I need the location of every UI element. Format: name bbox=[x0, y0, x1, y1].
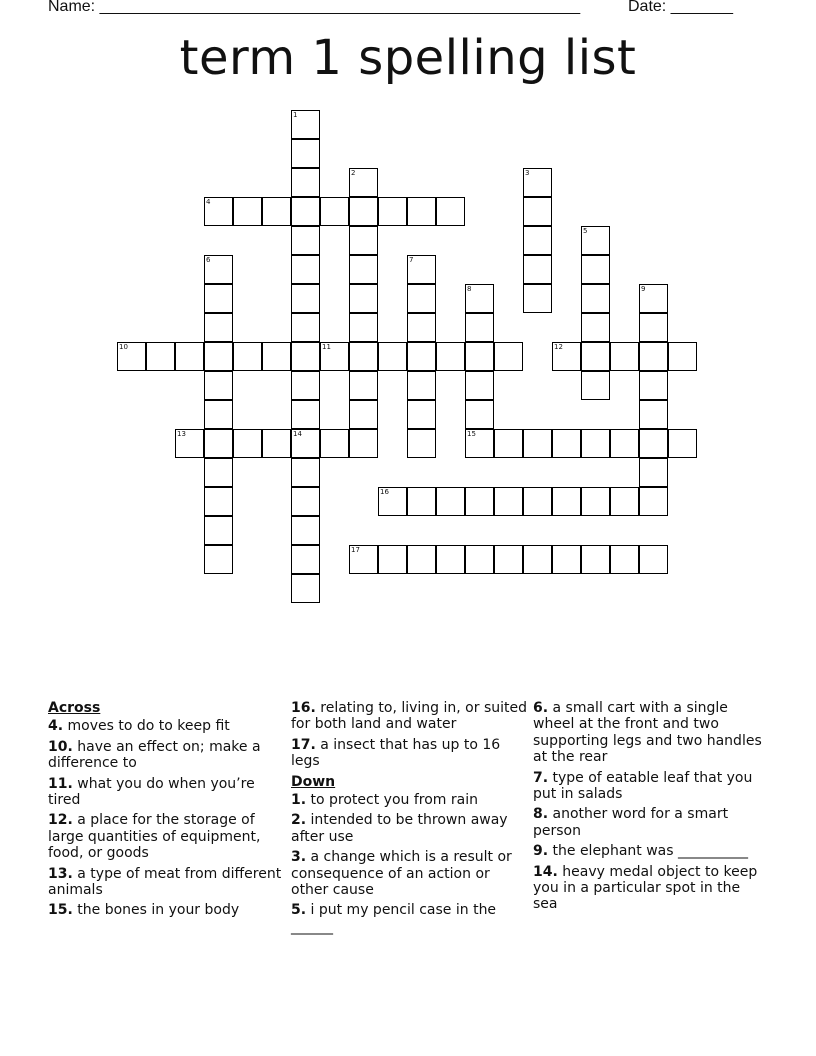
grid-cell[interactable] bbox=[291, 371, 320, 400]
grid-cell[interactable] bbox=[523, 168, 552, 197]
across-heading: Across bbox=[48, 700, 101, 716]
grid-cell[interactable] bbox=[610, 342, 639, 371]
down-heading: Down bbox=[291, 773, 336, 790]
grid-cell[interactable] bbox=[407, 342, 436, 371]
clue-across-13: 13. a type of meat from different animals bbox=[48, 865, 282, 899]
date-blank: _______ bbox=[670, 0, 733, 15]
grid-cell[interactable] bbox=[291, 429, 320, 458]
grid-cell[interactable] bbox=[639, 313, 668, 342]
clue-down-14: 14. heavy medal object to keep you in a particular spot in the sea bbox=[533, 863, 758, 913]
grid-cell[interactable] bbox=[465, 371, 494, 400]
grid-cell[interactable] bbox=[407, 545, 436, 574]
grid-cell[interactable] bbox=[639, 487, 668, 516]
grid-cell[interactable] bbox=[465, 545, 494, 574]
clue-number: 2 bbox=[351, 169, 356, 177]
grid-cell[interactable] bbox=[233, 342, 262, 371]
clue-number: 10 bbox=[119, 343, 128, 351]
clue-across-10: 10. have an effect on; make a difference to bbox=[48, 738, 261, 772]
grid-cell[interactable] bbox=[291, 342, 320, 371]
grid-cell[interactable] bbox=[291, 516, 320, 545]
grid-cell[interactable] bbox=[610, 487, 639, 516]
grid-cell[interactable] bbox=[204, 545, 233, 574]
grid-cell[interactable] bbox=[465, 284, 494, 313]
grid-cell[interactable] bbox=[407, 255, 436, 284]
grid-cell[interactable] bbox=[639, 458, 668, 487]
grid-cell[interactable] bbox=[668, 429, 697, 458]
grid-cell[interactable] bbox=[581, 226, 610, 255]
grid-cell[interactable] bbox=[436, 545, 465, 574]
clue-across-16: 16. relating to, living in, or suited for both land and water bbox=[291, 700, 527, 733]
grid-cell[interactable] bbox=[494, 487, 523, 516]
clue-number: 13 bbox=[177, 430, 186, 438]
clue-number: 9 bbox=[641, 285, 646, 293]
grid-cell[interactable] bbox=[581, 545, 610, 574]
clue-down-2: 2. intended to be thrown away after use bbox=[291, 812, 508, 845]
grid-cell[interactable] bbox=[204, 487, 233, 516]
clue-number: 6 bbox=[206, 256, 211, 264]
grid-cell[interactable] bbox=[668, 342, 697, 371]
grid-cell[interactable] bbox=[639, 429, 668, 458]
grid-cell[interactable] bbox=[378, 545, 407, 574]
grid-cell[interactable] bbox=[639, 400, 668, 429]
clue-number: 15 bbox=[467, 430, 476, 438]
grid-cell[interactable] bbox=[204, 458, 233, 487]
grid-cell[interactable] bbox=[523, 487, 552, 516]
grid-cell[interactable] bbox=[407, 313, 436, 342]
name-label: Name: bbox=[48, 0, 96, 15]
grid-cell[interactable] bbox=[204, 284, 233, 313]
grid-cell[interactable] bbox=[639, 545, 668, 574]
clue-across-17: 17. a insect that has up to 16 legs bbox=[291, 736, 501, 770]
grid-cell[interactable] bbox=[552, 545, 581, 574]
clue-down-8: 8. another word for a smart person bbox=[533, 806, 729, 839]
clues-column-1 bbox=[48, 700, 284, 923]
grid-cell[interactable] bbox=[639, 342, 668, 371]
grid-cell[interactable] bbox=[349, 197, 378, 226]
grid-cell[interactable] bbox=[262, 342, 291, 371]
grid-cell[interactable] bbox=[117, 342, 146, 371]
date-label: Date: bbox=[628, 0, 667, 15]
grid-cell[interactable] bbox=[291, 197, 320, 226]
grid-cell[interactable] bbox=[407, 371, 436, 400]
grid-cell[interactable] bbox=[320, 429, 349, 458]
grid-cell[interactable] bbox=[407, 429, 436, 458]
clue-down-1: 1. to protect you from rain bbox=[291, 792, 478, 809]
grid-cell[interactable] bbox=[175, 429, 204, 458]
grid-cell[interactable] bbox=[610, 545, 639, 574]
grid-cell[interactable] bbox=[204, 516, 233, 545]
grid-cell[interactable] bbox=[610, 429, 639, 458]
grid-cell[interactable] bbox=[581, 255, 610, 284]
clues-column-3 bbox=[533, 700, 769, 917]
grid-cell[interactable] bbox=[407, 197, 436, 226]
grid-cell[interactable] bbox=[291, 487, 320, 516]
grid-cell[interactable] bbox=[320, 197, 349, 226]
grid-cell[interactable] bbox=[291, 458, 320, 487]
grid-cell[interactable] bbox=[581, 342, 610, 371]
clue-number: 17 bbox=[351, 546, 360, 554]
grid-cell[interactable] bbox=[552, 342, 581, 371]
grid-cell[interactable] bbox=[349, 313, 378, 342]
clues-column-2 bbox=[291, 700, 527, 939]
grid-cell[interactable] bbox=[349, 284, 378, 313]
grid-cell[interactable] bbox=[146, 342, 175, 371]
grid-cell[interactable] bbox=[233, 197, 262, 226]
grid-cell[interactable] bbox=[581, 313, 610, 342]
grid-cell[interactable] bbox=[175, 342, 204, 371]
grid-cell[interactable] bbox=[291, 139, 320, 168]
grid-cell[interactable] bbox=[436, 197, 465, 226]
clue-number: 12 bbox=[554, 343, 563, 351]
grid-cell[interactable] bbox=[523, 197, 552, 226]
grid-cell[interactable] bbox=[291, 313, 320, 342]
grid-cell[interactable] bbox=[465, 342, 494, 371]
grid-cell[interactable] bbox=[349, 226, 378, 255]
grid-cell[interactable] bbox=[378, 197, 407, 226]
grid-cell[interactable] bbox=[291, 574, 320, 603]
grid-cell[interactable] bbox=[494, 429, 523, 458]
grid-cell[interactable] bbox=[291, 255, 320, 284]
name-blank: ______________________________________________________ bbox=[99, 0, 581, 15]
grid-cell[interactable] bbox=[581, 487, 610, 516]
grid-cell[interactable] bbox=[465, 313, 494, 342]
clue-down-3: 3. a change which is a result or consequence of an action or other cause bbox=[291, 849, 512, 899]
grid-cell[interactable] bbox=[523, 284, 552, 313]
grid-cell[interactable] bbox=[349, 429, 378, 458]
clue-number: 3 bbox=[525, 169, 530, 177]
clue-across-12: 12. a place for the storage of large quantities of equipment, food, or goods bbox=[48, 812, 261, 862]
grid-cell[interactable] bbox=[494, 545, 523, 574]
clue-number: 8 bbox=[467, 285, 472, 293]
grid-cell[interactable] bbox=[523, 226, 552, 255]
grid-cell[interactable] bbox=[581, 371, 610, 400]
grid-cell[interactable] bbox=[262, 197, 291, 226]
clue-down-6: 6. a small cart with a single wheel at the front and two supporting legs and two handles at the rear bbox=[533, 700, 762, 766]
grid-cell[interactable] bbox=[436, 342, 465, 371]
clue-number: 1 bbox=[293, 111, 298, 119]
grid-cell[interactable] bbox=[349, 255, 378, 284]
grid-cell[interactable] bbox=[407, 487, 436, 516]
grid-cell[interactable] bbox=[349, 168, 378, 197]
grid-cell[interactable] bbox=[523, 545, 552, 574]
grid-cell[interactable] bbox=[204, 255, 233, 284]
grid-cell[interactable] bbox=[523, 255, 552, 284]
grid-cell[interactable] bbox=[233, 429, 262, 458]
grid-cell[interactable] bbox=[204, 400, 233, 429]
grid-cell[interactable] bbox=[436, 487, 465, 516]
clue-number: 14 bbox=[293, 430, 302, 438]
grid-cell[interactable] bbox=[262, 429, 291, 458]
grid-cell[interactable] bbox=[349, 342, 378, 371]
clue-down-5: 5. i put my pencil case in the ______ bbox=[291, 902, 497, 935]
grid-cell[interactable] bbox=[465, 429, 494, 458]
grid-cell[interactable] bbox=[204, 197, 233, 226]
grid-cell[interactable] bbox=[291, 545, 320, 574]
grid-cell[interactable] bbox=[465, 487, 494, 516]
grid-cell[interactable] bbox=[291, 226, 320, 255]
grid-cell[interactable] bbox=[639, 284, 668, 313]
grid-cell[interactable] bbox=[204, 429, 233, 458]
grid-cell[interactable] bbox=[407, 400, 436, 429]
clue-across-4: 4. moves to do to keep fit bbox=[48, 718, 230, 735]
clue-down-7: 7. type of eatable leaf that you put in salads bbox=[533, 769, 753, 803]
clue-number: 11 bbox=[322, 343, 331, 351]
clue-number: 4 bbox=[206, 198, 211, 206]
clue-number: 7 bbox=[409, 256, 414, 264]
grid-cell[interactable] bbox=[581, 284, 610, 313]
grid-cell[interactable] bbox=[523, 429, 552, 458]
clue-down-9: 9. the elephant was __________ bbox=[533, 843, 748, 860]
clue-number: 5 bbox=[583, 227, 588, 235]
grid-cell[interactable] bbox=[639, 371, 668, 400]
clue-across-15: 15. the bones in your body bbox=[48, 902, 240, 919]
grid-cell[interactable] bbox=[291, 168, 320, 197]
clue-across-11: 11. what you do when you’re tired bbox=[48, 775, 255, 809]
grid-cell[interactable] bbox=[378, 342, 407, 371]
grid-cell[interactable] bbox=[204, 371, 233, 400]
grid-cell[interactable] bbox=[291, 400, 320, 429]
grid-cell[interactable] bbox=[204, 342, 233, 371]
grid-cell[interactable] bbox=[349, 400, 378, 429]
grid-cell[interactable] bbox=[494, 342, 523, 371]
grid-cell[interactable] bbox=[291, 110, 320, 139]
grid-cell[interactable] bbox=[552, 487, 581, 516]
grid-cell[interactable] bbox=[378, 487, 407, 516]
grid-cell[interactable] bbox=[581, 429, 610, 458]
grid-cell[interactable] bbox=[349, 545, 378, 574]
grid-cell[interactable] bbox=[204, 313, 233, 342]
grid-cell[interactable] bbox=[291, 284, 320, 313]
grid-cell[interactable] bbox=[465, 400, 494, 429]
grid-cell[interactable] bbox=[552, 429, 581, 458]
grid-cell[interactable] bbox=[349, 371, 378, 400]
grid-cell[interactable] bbox=[320, 342, 349, 371]
page-title: term 1 spelling list bbox=[179, 30, 637, 86]
clue-number: 16 bbox=[380, 488, 389, 496]
grid-cell[interactable] bbox=[407, 284, 436, 313]
